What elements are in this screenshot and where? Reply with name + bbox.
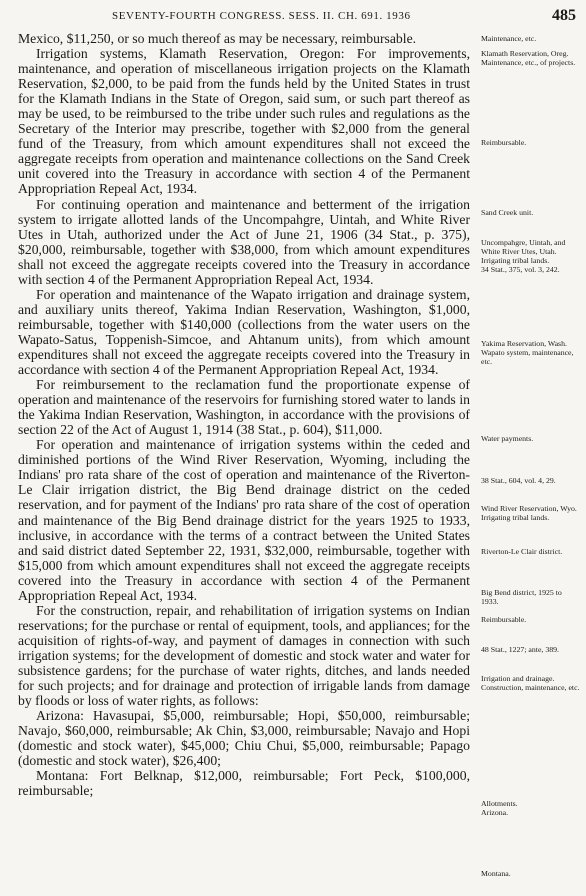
margin-note-line: Wind River Reservation, Wyo. bbox=[481, 504, 577, 513]
margin-note-line: Irrigating tribal lands. bbox=[481, 513, 550, 522]
margin-note-line: Reimbursable. bbox=[481, 615, 527, 624]
paragraph: Irrigation systems, Klamath Reservation, Oregon: For improvements, maintenance, and operation of miscellaneous irrigation projects on the Klamath Reservation, $2,000, to be paid from the funds held by the United States in trust for the Klamath Indians in the State of Oregon, said sum, or such part thereof as may be used, to be reimbursed to the tribe under such rules and regulations as the Secretary of the Interior may prescribe, together with $2,000 from the general fund of the Treasury, from which amount expenditures shall not exceed the aggregate receipts from operation and maintenance collections on the Sand Creek unit covered into the Treasury in accordance with section 4 of the Permanent Appropriation Repeal Act, 1934. bbox=[18, 46, 470, 197]
margin-note bbox=[481, 588, 581, 606]
margin-note-line: Maintenance, etc., of projects. bbox=[481, 58, 576, 67]
paragraph: Montana: Fort Belknap, $12,000, reimbursable; Fort Peck, $100,000, reimbursable; bbox=[18, 768, 470, 799]
margin-note-line: Allotments. bbox=[481, 799, 518, 808]
margin-note bbox=[481, 138, 581, 147]
margin-note-line: Water payments. bbox=[481, 434, 534, 443]
paragraph: Arizona: Havasupai, $5,000, reimbursable; Hopi, $50,000, reimbursable; Navajo, $60,000, reimbursable; Ak Chin, $3,000, reimbursable; Navajo and Hopi (domestic and stock water), $45,000; Chiu Chui, $5,000, reimbursable; Papago (domestic and stock water), $26,400; bbox=[18, 708, 470, 769]
margin-note bbox=[481, 645, 581, 654]
margin-note bbox=[481, 434, 581, 443]
main-text bbox=[18, 31, 470, 798]
margin-note-line: Montana. bbox=[481, 869, 511, 878]
margin-note-line: Irrigation and drainage. bbox=[481, 674, 555, 683]
margin-note-line: Wapato system, maintenance, etc. bbox=[481, 348, 574, 366]
margin-note bbox=[481, 476, 581, 485]
margin-note-line: Arizona. bbox=[481, 808, 509, 817]
margin-note-line: Yakima Reservation, Wash. bbox=[481, 339, 567, 348]
paragraph: For continuing operation and maintenance and betterment of the irrigation system to irrigate allotted lands of the Uncompahgre, Uintah, and White River Utes in Utah, authorized under the Act of June 21, 1906 (34 Stat., p. 375), $20,000, reimbursable, together with $38,000, from which amount expenditures shall not exceed the aggregate receipts covered into the Treasury in accordance with section 4 of the Permanent Appropriation Repeal Act, 1934. bbox=[18, 196, 470, 287]
margin-note-line: Sand Creek unit. bbox=[481, 208, 534, 217]
margin-note bbox=[481, 504, 581, 522]
margin-note bbox=[481, 34, 581, 43]
margin-note-line: Construction, maintenance, etc. bbox=[481, 683, 580, 692]
margin-note bbox=[481, 799, 581, 817]
margin-note-line: 38 Stat., 604, vol. 4, 29. bbox=[481, 476, 556, 485]
margin-note-line: Riverton-Le Clair district. bbox=[481, 547, 563, 556]
paragraph: For operation and maintenance of the Wapato irrigation and drainage system, and auxiliary units thereof, Yakima Indian Reservation, Washington, $1,000, reimbursable, together with $140,000 (collections from the water users on the Wapato-Satus, Toppenish-Simcoe, and Ahtanum units), from which amount expenditures shall not exceed the aggregate receipts covered into the Treasury in accordance with section 4 of the Permanent Appropriation Repeal Act, 1934. bbox=[18, 286, 470, 378]
margin-note bbox=[481, 208, 581, 217]
margin-note-line: Reimbursable. bbox=[481, 138, 527, 147]
margin-note bbox=[481, 674, 581, 692]
page-header bbox=[20, 7, 576, 27]
margin-note-line: Uncompahgre, Uintah, and White River Utes, Utah. bbox=[481, 238, 566, 256]
page-number: 485 bbox=[552, 7, 576, 24]
margin-note bbox=[481, 339, 581, 366]
running-title: SEVENTY-FOURTH CONGRESS. SESS. II. CH. 691. 1936 bbox=[112, 10, 411, 22]
margin-note-line: Maintenance, etc. bbox=[481, 34, 537, 43]
margin-note-line: 34 Stat., 375, vol. 3, 242. bbox=[481, 265, 560, 274]
margin-note bbox=[481, 49, 581, 67]
margin-note-line: 48 Stat., 1227; ante, 389. bbox=[481, 645, 559, 654]
paragraph: For the construction, repair, and rehabilitation of irrigation systems on Indian reservations; for the purchase or rental of equipment, tools, and appliances; for the acquisition of rights-of-way, and payment of damages in connection with such irrigation systems; for the development of domestic and stock water and water for subsistence gardens; for the purchase of water rights, ditches, and lands needed for such projects; and for drainage and protection of irrigable lands from damage by floods or loss of water rights, as follows: bbox=[18, 602, 470, 709]
paragraph: For operation and maintenance of irrigation systems within the ceded and diminished portions of the Wind River Reservation, Wyoming, including the Indians' pro rata share of the cost of operation and maintenance of the Riverton-Le Clair irrigation district, the Big Bend drainage district on the ceded reservation, and for payment of the Indians' pro rata share of the cost of operation and maintenance of the Big Bend drainage district for the years 1925 to 1933, inclusive, in accordance with the terms of a contract between the United States and said district dated September 22, 1931, $32,000, reimbursable, together with $15,000 from which amount expenditures shall not exceed the aggregate receipts covered into the Treasury in accordance with section 4 of the Permanent Appropriation Repeal Act, 1934. bbox=[18, 437, 470, 603]
margin-note-line: Irrigating tribal lands. bbox=[481, 256, 550, 265]
paragraph: For reimbursement to the reclamation fund the proportionate expense of operation and maintenance of the reservoirs for furnishing stored water to lands in the Yakima Indian Reservation, Washington, in accordance with the provisions of section 22 of the Act of August 1, 1914 (38 Stat., p. 604), $11,000. bbox=[18, 377, 470, 438]
paragraph: Mexico, $11,250, or so much thereof as may be necessary, reimbursable. bbox=[18, 31, 417, 46]
margin-note-line: Klamath Reservation, Oreg. bbox=[481, 49, 569, 58]
margin-note bbox=[481, 615, 581, 624]
margin-note bbox=[481, 238, 581, 274]
margin-note bbox=[481, 869, 581, 878]
margin-note-line: Big Bend district, 1925 to 1933. bbox=[481, 588, 562, 606]
margin-note bbox=[481, 547, 581, 556]
